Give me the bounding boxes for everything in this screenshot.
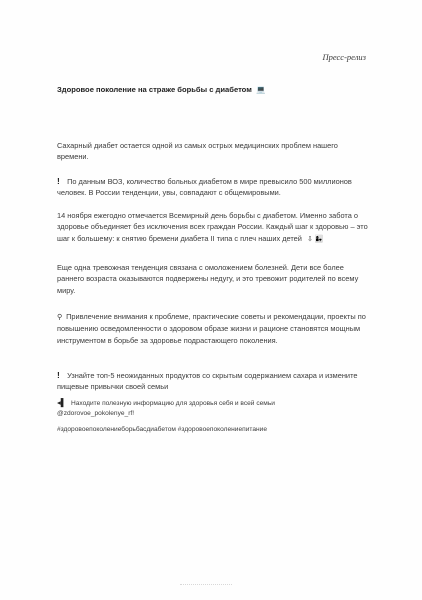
title-text: Здоровое поколение на страже борьбы с диабетом xyxy=(57,85,252,94)
follow-line xyxy=(57,398,369,409)
press-release-label: Пресс-релиз xyxy=(322,52,366,62)
paragraph-top5-text: Узнайте топ-5 неожиданных продуктов со скрытым содержанием сахара и измените пищевые привычки своей семьи xyxy=(57,371,358,392)
paragraph-trend xyxy=(57,262,369,296)
exclamation-icon: ! xyxy=(57,370,60,380)
paragraph-top5 xyxy=(57,370,369,393)
paragraph-world-diabetes-day xyxy=(57,210,369,245)
follow-text: Находите полезную информацию для здоровья себя и всей семьи xyxy=(70,400,275,407)
paragraph-trend-text: Еще одна тревожная тенденция связана с омоложением болезней. Дети все более раннего возраста оказываются подвержены недугу, и это тревожит родителей по всему миру. xyxy=(57,263,359,295)
paragraph-awareness-text: Привлечение внимания к проблеме, практические советы и рекомендации, проекты по повышению осведомленности о здоровом образе жизни и рационе становятся мощным инструментом в борьбе за здоровье подрастающего поколения. xyxy=(57,312,366,345)
paragraph-follow xyxy=(57,398,369,419)
exclamation-icon: ! xyxy=(57,176,60,186)
flag-icon: ◂▌ xyxy=(57,398,67,407)
paragraph-intro xyxy=(57,140,369,163)
family-icon: ⇩ 👩‍👧 xyxy=(307,235,324,243)
paragraph-intro-text: Сахарный диабет остается одной из самых острых медицинских проблем нашего времени. xyxy=(57,141,338,162)
paragraph-who-stats xyxy=(57,176,369,199)
scan-artifact xyxy=(180,584,232,589)
hashtags: #здоровоепоколениеборьбасдиабетом #здоровоепоколениепитание xyxy=(57,426,268,433)
pin-icon: ⚲ xyxy=(57,314,63,321)
account-handle[interactable]: @zdorovoe_pokolenye_rf! xyxy=(57,410,135,417)
laptop-icon: 💻 xyxy=(255,85,266,94)
paragraph-who-stats-text: По данным ВОЗ, количество больных диабетом в мире превысило 500 миллионов человек. В России тенденции, увы, совпадают с общемировыми. xyxy=(57,177,352,198)
paragraph-world-diabetes-day-text: 14 ноября ежегодно отмечается Всемирный день борьбы с диабетом. Именно забота о здоровье объединяет без исключения всех граждан России. Каждый шаг к здоровью – это шаг к большему: к снятию бремени диабета II типа с плеч наших детей xyxy=(57,211,368,243)
document-title xyxy=(57,85,265,94)
paragraph-awareness xyxy=(57,311,369,346)
